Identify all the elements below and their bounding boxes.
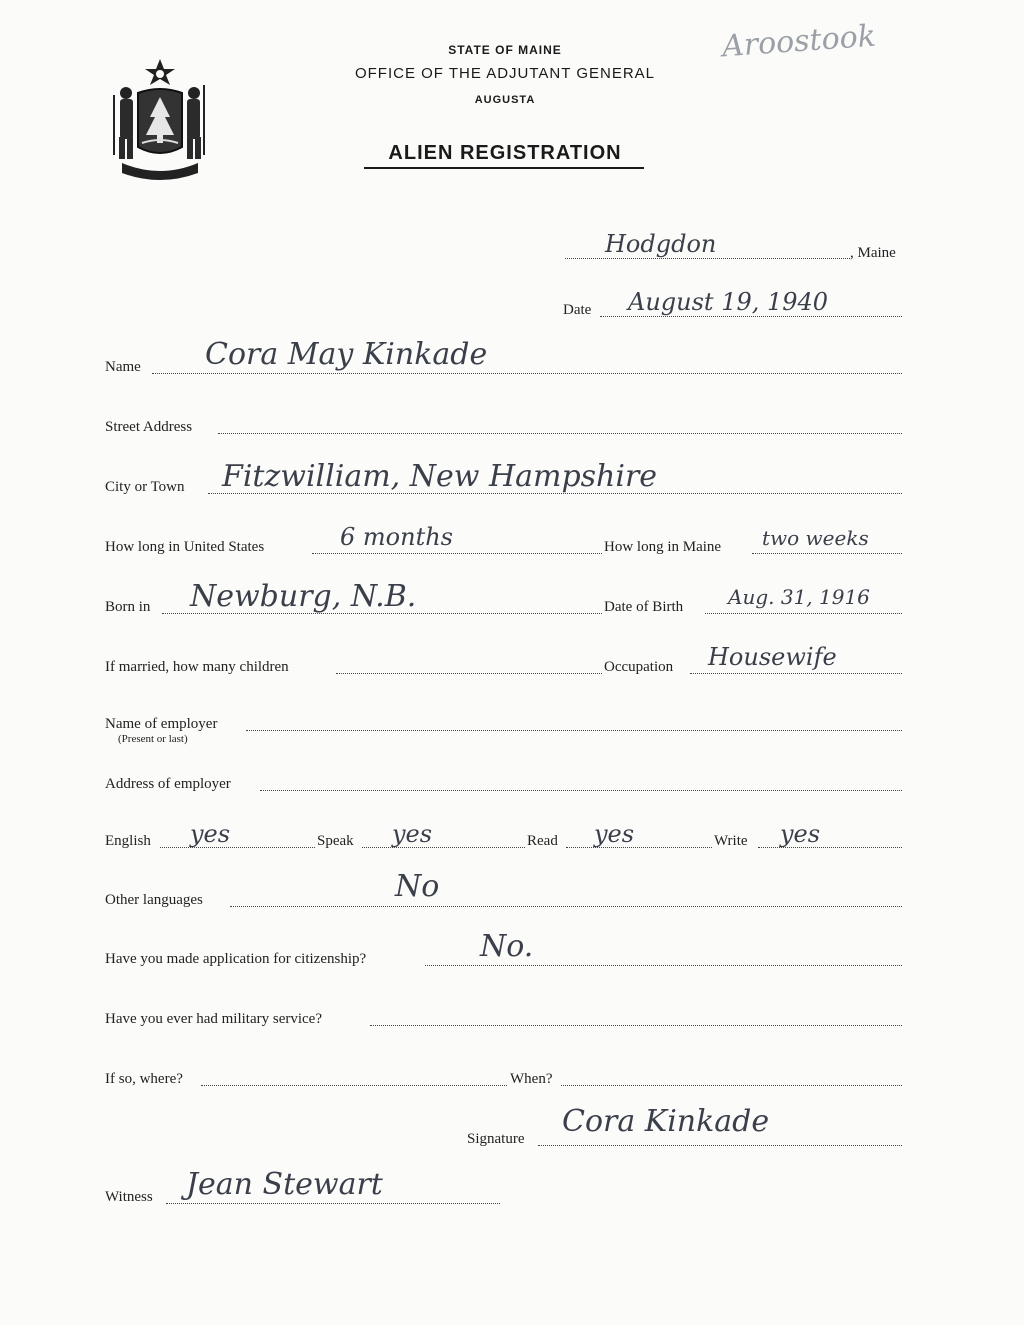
witness-label: Witness [105,1189,153,1205]
employer-address-line [260,790,902,791]
citizenship-line [425,965,902,966]
state-seal-icon [104,55,216,185]
city-label: City or Town [105,479,185,495]
name-label: Name [105,359,141,375]
date-label: Date [563,302,592,318]
military-line [370,1025,902,1026]
military-label: Have you ever had military service? [105,1011,322,1027]
speak-value: yes [392,820,433,848]
read-line [566,847,712,848]
town-value: Hodgdon [605,230,717,258]
street-label: Street Address [105,419,193,435]
english-value: yes [190,820,231,848]
county-annotation: Aroostook [720,18,877,65]
employer-note: (Present or last) [118,733,188,745]
how-long-us-label: How long in United States [105,539,265,555]
where-line [201,1085,507,1086]
read-value: yes [594,820,635,848]
name-value: Cora May Kinkade [205,337,488,372]
dob-value: Aug. 31, 1916 [728,585,870,609]
town-line [565,258,850,259]
how-long-us-value: 6 months [340,523,453,551]
dob-line [705,613,902,614]
dob-label: Date of Birth [604,599,684,615]
read-label: Read [527,833,558,849]
other-languages-value: No [395,869,440,904]
street-line [218,433,902,434]
how-long-maine-value: two weeks [762,526,869,550]
english-line [160,847,315,848]
born-in-value: Newburg, N.B. [190,579,417,614]
employer-address-label: Address of employer [105,776,231,792]
english-label: English [105,833,151,849]
signature-value: Cora Kinkade [562,1104,770,1139]
signature-label: Signature [467,1131,525,1147]
header-state: STATE OF MAINE [448,43,562,57]
how-long-maine-label: How long in Maine [604,539,722,555]
write-value: yes [780,820,821,848]
citizenship-value: No. [480,929,534,964]
title-underline [364,167,644,169]
name-line [152,373,902,374]
how-long-maine-line [752,553,902,554]
born-in-label: Born in [105,599,151,615]
when-label: When? [510,1071,553,1087]
citizenship-label: Have you made application for citizenship? [105,951,367,967]
occupation-label: Occupation [604,659,674,675]
how-long-us-line [312,553,602,554]
city-value: Fitzwilliam, New Hampshire [222,459,658,494]
employer-label: Name of employer [105,716,218,732]
header-office: OFFICE OF THE ADJUTANT GENERAL [354,65,656,82]
employer-line [246,730,902,731]
children-line [336,673,602,674]
maine-label: , Maine [850,245,896,261]
occupation-line [690,673,902,674]
other-languages-line [230,906,902,907]
write-label: Write [714,833,748,849]
header-city: AUGUSTA [474,94,536,106]
other-languages-label: Other languages [105,892,203,908]
speak-label: Speak [317,833,354,849]
occupation-value: Housewife [708,643,837,671]
witness-value: Jean Stewart [186,1167,383,1202]
signature-line [538,1145,902,1146]
date-value: August 19, 1940 [628,288,829,316]
form-title: ALIEN REGISTRATION [388,142,622,164]
where-label: If so, where? [105,1071,183,1087]
witness-line [166,1203,500,1204]
date-line [600,316,902,317]
when-line [561,1085,902,1086]
children-label: If married, how many children [105,659,289,675]
speak-line [362,847,525,848]
